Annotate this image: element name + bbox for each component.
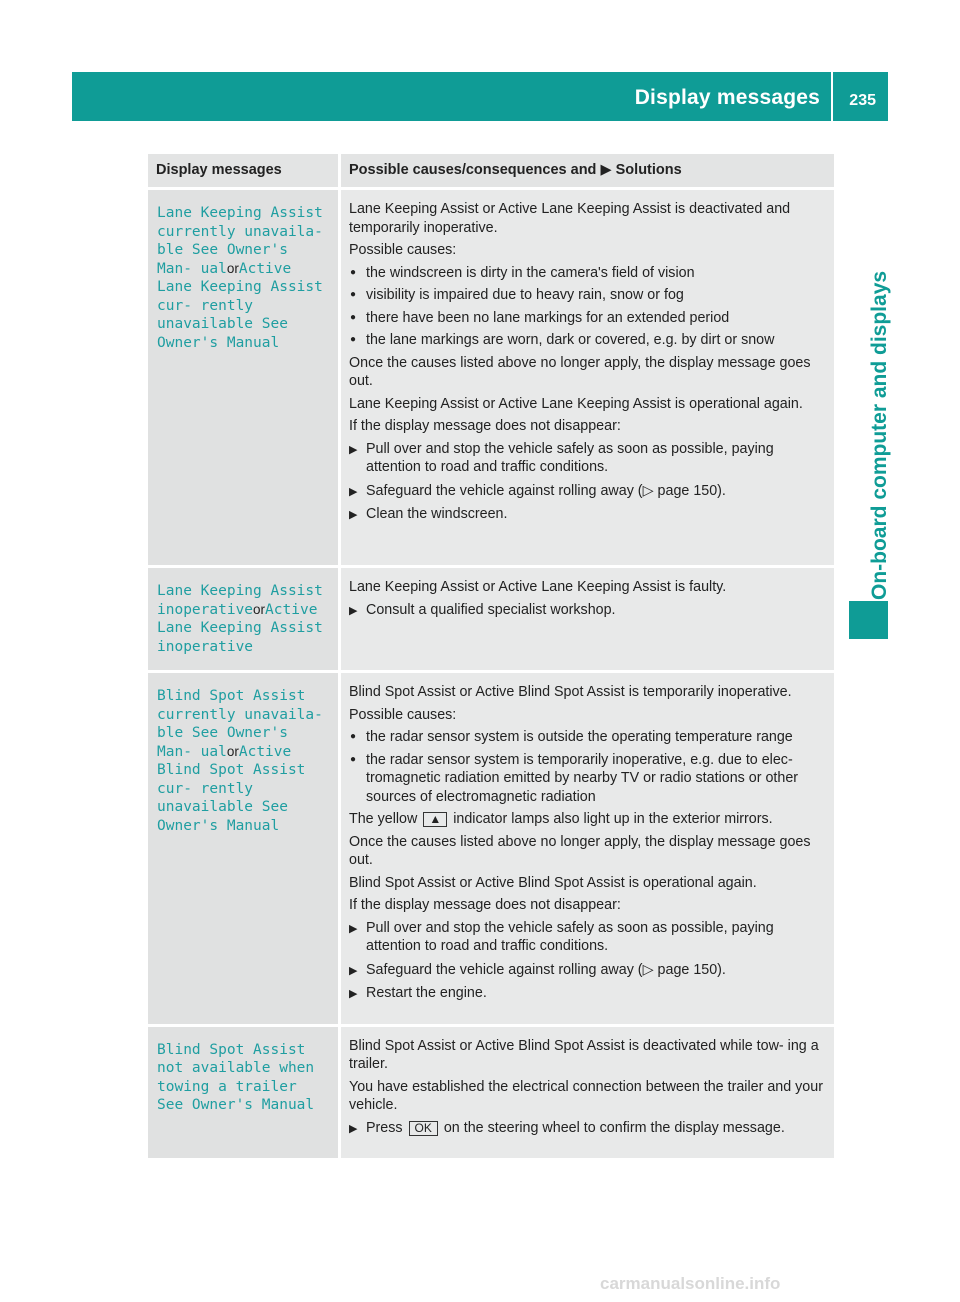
list-item: ● visibility is impaired due to heavy rain, snow or fog (349, 286, 826, 305)
side-tab-label: On-board computer and displays (868, 270, 891, 600)
display-message-text-alt: Active Lane Keeping Assist inoperative (157, 601, 323, 655)
instruction-step: ▶ Safeguard the vehicle against rolling away (▷ page 150). (349, 482, 826, 501)
display-message-text: Blind Spot Assist currently unavaila‐ ble See Owner's Man‐ ual (157, 688, 323, 760)
causes-cell: Lane Keeping Assist or Active Lane Keeping Assist is faulty. ▶ Consult a qualified specialist workshop. (338, 565, 834, 670)
table-row (148, 1024, 834, 1159)
ok-button-icon: OK (409, 1121, 438, 1136)
list-item: ● there have been no lane markings for an extended period (349, 309, 826, 328)
list-item: ● the radar sensor system is temporarily inoperative, e.g. due to elec‐ tromagnetic radiation emitted by nearby TV or radio stations or other sources of electromagnetic radiation (349, 751, 826, 807)
watermark: carmanualsonline.info (600, 1274, 781, 1293)
instruction-step: ▶ Consult a qualified specialist workshop. (349, 601, 826, 620)
col-header-causes: Possible causes/consequences and ▶ Solutions (338, 154, 834, 187)
table-header-row (148, 154, 834, 187)
table-row (148, 187, 834, 565)
display-message-cell (148, 1024, 338, 1159)
arrow-icon: ▶ (600, 162, 612, 178)
page-number: 235 (849, 92, 876, 109)
list-item: ● the windscreen is dirty in the camera's field of vision (349, 264, 826, 283)
display-message-cell: Lane Keeping Assist inoperativeorActive Lane Keeping Assist inoperative (148, 565, 338, 670)
causes-cell: Blind Spot Assist or Active Blind Spot Assist is deactivated while tow‐ ing a trailer. You have established the electrical connection between the trailer and your vehicle. ▶ Press OK on the steering wheel to confirm the display message. (338, 1024, 834, 1159)
instruction-step: ▶ Clean the windscreen. (349, 505, 826, 524)
instruction-step: ▶ Safeguard the vehicle against rolling away (▷ page 150). (349, 961, 826, 980)
causes-cell: Blind Spot Assist or Active Blind Spot Assist is temporarily inoperative. Possible causes: ● the radar sensor system is outside the operating temperature range ● the radar sensor system is temporarily inoperative, e.g. due to elec‐ tromagnetic radiation emitted by nearby TV or radio stations or other sources of electromagnetic radiation The yellow ▲ indicator lamps also light up in the exterior mirrors. Once the causes listed above no longer apply, the display message goes out. Blind Spot Assist or Active Blind Spot Assist is operational again. If the display message does not disappear: ▶ Pull over and stop the vehicle safely as soon as possible, paying attention to road and traffic conditions. ▶ Safeguard the vehicle against rolling away (▷ page 150). ▶ Restart the engine. (338, 670, 834, 1024)
section-title: Display messages (634, 86, 820, 109)
side-tab (849, 220, 891, 600)
blind-spot-warning-icon: ▲ (423, 812, 447, 827)
display-message-cell: Blind Spot Assist currently unavaila‐ ble See Owner's Man‐ ualorActive Blind Spot Assist cur‐ rently unavailable See Owner's Manual (148, 670, 338, 1024)
list-item: ● the radar sensor system is outside the operating temperature range (349, 728, 826, 747)
col-header-messages: Display messages (148, 154, 338, 187)
table-row (148, 670, 834, 1024)
header-bar (72, 72, 888, 121)
display-message-text-alt: Active Lane Keeping Assist cur‐ rently unavailable See Owner's Manual (157, 260, 323, 351)
display-message-text: Blind Spot Assist not available when towing a trailer See Owner's Manual (157, 1041, 315, 1113)
header-divider (831, 72, 833, 121)
table-row (148, 565, 834, 670)
causes-cell: Lane Keeping Assist or Active Lane Keeping Assist is deactivated and temporarily inoperative. Possible causes: ● the windscreen is dirty in the camera's field of vision ● visibility is impaired due to heavy rain, snow or fog ● there have been no lane markings for an extended period ● the lane markings are worn, dark or covered, e.g. by dirt or snow Once the causes listed above no longer apply, the display message goes out. Lane Keeping Assist or Active Lane Keeping Assist is operational again. If the display message does not disappear: ▶ Pull over and stop the vehicle safely as soon as possible, paying attention to road and traffic conditions. ▶ Safeguard the vehicle against rolling away (▷ page 150). ▶ Clean the windscreen. (338, 187, 834, 565)
instruction-step: ▶ Pull over and stop the vehicle safely as soon as possible, paying attention to road and traffic conditions. (349, 919, 826, 956)
display-message-text: Lane Keeping Assist inoperative (157, 583, 323, 618)
instruction-step: ▶ Restart the engine. (349, 984, 826, 1003)
list-item: ● the lane markings are worn, dark or covered, e.g. by dirt or snow (349, 331, 826, 350)
display-messages-table (148, 154, 834, 1158)
side-tab-marker (849, 601, 888, 639)
display-message-text-alt: Active Blind Spot Assist cur‐ rently unavailable See Owner's Manual (157, 743, 306, 834)
instruction-step: ▶ Pull over and stop the vehicle safely as soon as possible, paying attention to road and traffic conditions. (349, 440, 826, 477)
display-message-cell: Lane Keeping Assist currently unavaila‐ ble See Owner's Man‐ ualorActive Lane Keeping Assist cur‐ rently unavailable See Owner's Manual (148, 187, 338, 565)
display-message-text: Lane Keeping Assist currently unavaila‐ ble See Owner's Man‐ ual (157, 205, 323, 277)
instruction-step: ▶ Press OK on the steering wheel to confirm the display message. (349, 1119, 826, 1138)
